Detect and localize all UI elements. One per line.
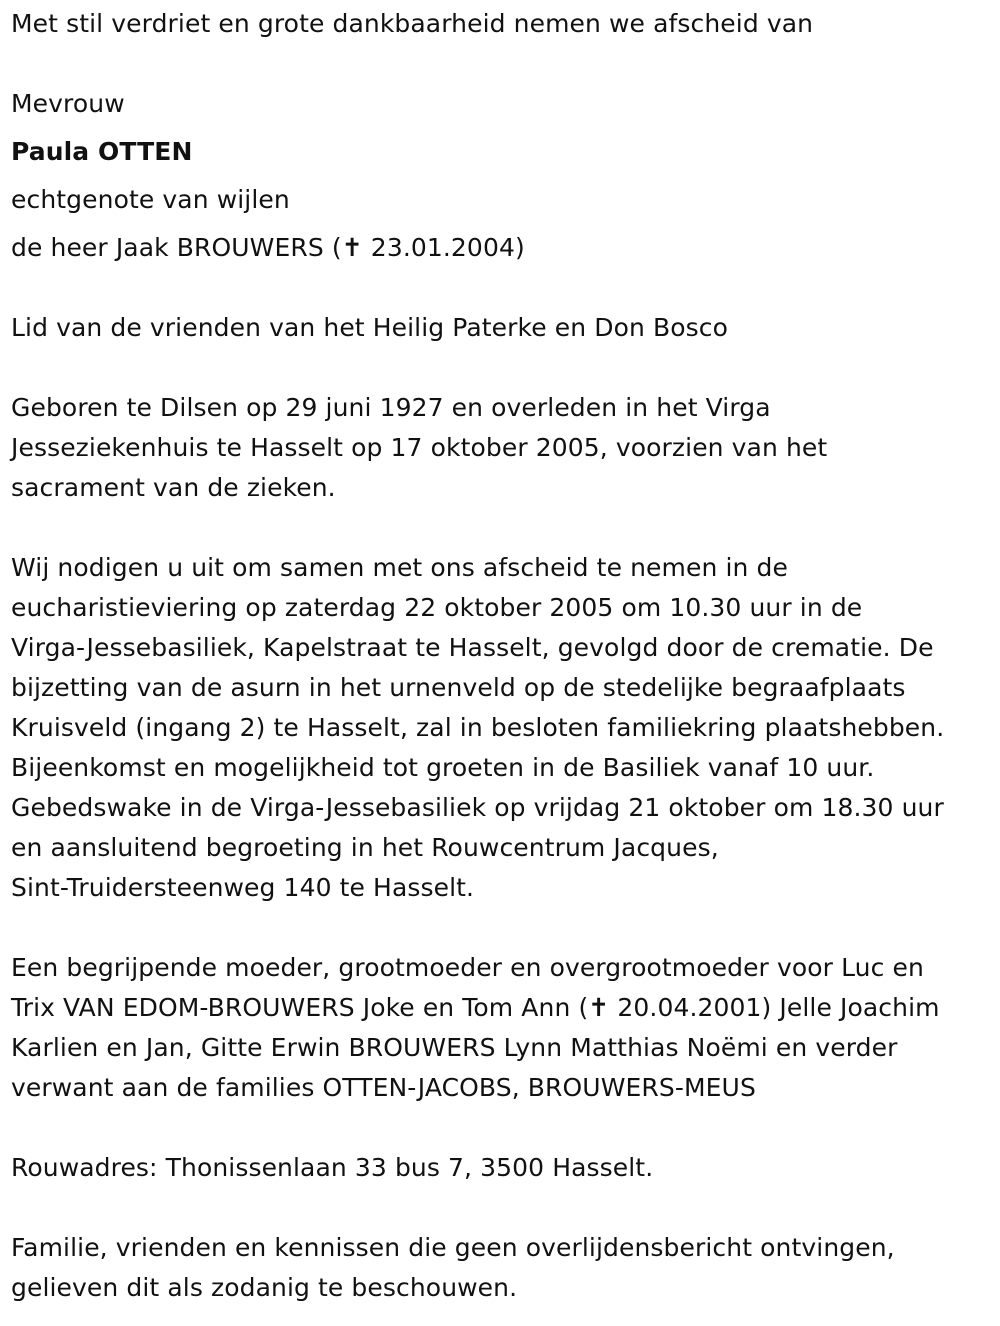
family-paragraph [11,948,996,1108]
birth-death-paragraph [11,388,996,508]
paragraph-line: Sint-Truidersteenweg 140 te Hasselt. [11,873,475,902]
membership-text: Lid van de vrienden van het Heilig Paterke en Don Bosco [11,313,728,342]
paragraph-line: Virga-Jessebasiliek, Kapelstraat te Hasselt, gevolgd door de crematie. De [11,633,934,662]
salutation: Mevrouw [11,89,125,118]
paragraph-line: Jesseziekenhuis te Hasselt op 17 oktober 2005, voorzien van het [11,433,828,462]
paragraph-line: Kruisveld (ingang 2) te Hasselt, zal in besloten familiekring plaatshebben. [11,713,945,742]
paragraph-line: sacrament van de zieken. [11,473,336,502]
intro-text: Met stil verdriet en grote dankbaarheid nemen we afscheid van [11,9,814,38]
paragraph-line: verwant aan de families OTTEN-JACOBS, BROUWERS-MEUS [11,1073,756,1102]
paragraph-line: Wij nodigen u uit om samen met ons afscheid te nemen in de [11,553,788,582]
paragraph-line: en aansluitend begroeting in het Rouwcentrum Jacques, [11,833,719,862]
mourning-address: Rouwadres: Thonissenlaan 33 bus 7, 3500 Hasselt. [11,1153,654,1182]
paragraph-line: Een begrijpende moeder, grootmoeder en overgrootmoeder voor Luc en [11,953,924,982]
paragraph-line: Familie, vrienden en kennissen die geen overlijdensbericht ontvingen, [11,1233,895,1262]
obituary-document [11,4,996,1308]
paragraph-line: Gebedswake in de Virga-Jessebasiliek op vrijdag 21 oktober om 18.30 uur [11,793,944,822]
paragraph-line: Bijeenkomst en mogelijkheid tot groeten in de Basiliek vanaf 10 uur. [11,753,875,782]
paragraph-line: Karlien en Jan, Gitte Erwin BROUWERS Lynn Matthias Noëmi en verder [11,1033,898,1062]
ceremony-paragraph [11,548,996,908]
spouse-line-1: echtgenote van wijlen [11,185,290,214]
paragraph-line: Geboren te Dilsen op 29 juni 1927 en overleden in het Virga [11,393,771,422]
paragraph-line: Trix VAN EDOM-BROUWERS Joke en Tom Ann (✝ 20.04.2001) Jelle Joachim [11,993,940,1022]
paragraph-line: gelieven dit als zodanig te beschouwen. [11,1273,518,1302]
deceased-name: Paula OTTEN [11,137,193,166]
paragraph-line: bijzetting van de asurn in het urnenveld op de stedelijke begraafplaats [11,673,906,702]
spouse-line-2: de heer Jaak BROUWERS (✝ 23.01.2004) [11,233,525,262]
closing-paragraph [11,1228,996,1308]
paragraph-line: eucharistieviering op zaterdag 22 oktober 2005 om 10.30 uur in de [11,593,863,622]
